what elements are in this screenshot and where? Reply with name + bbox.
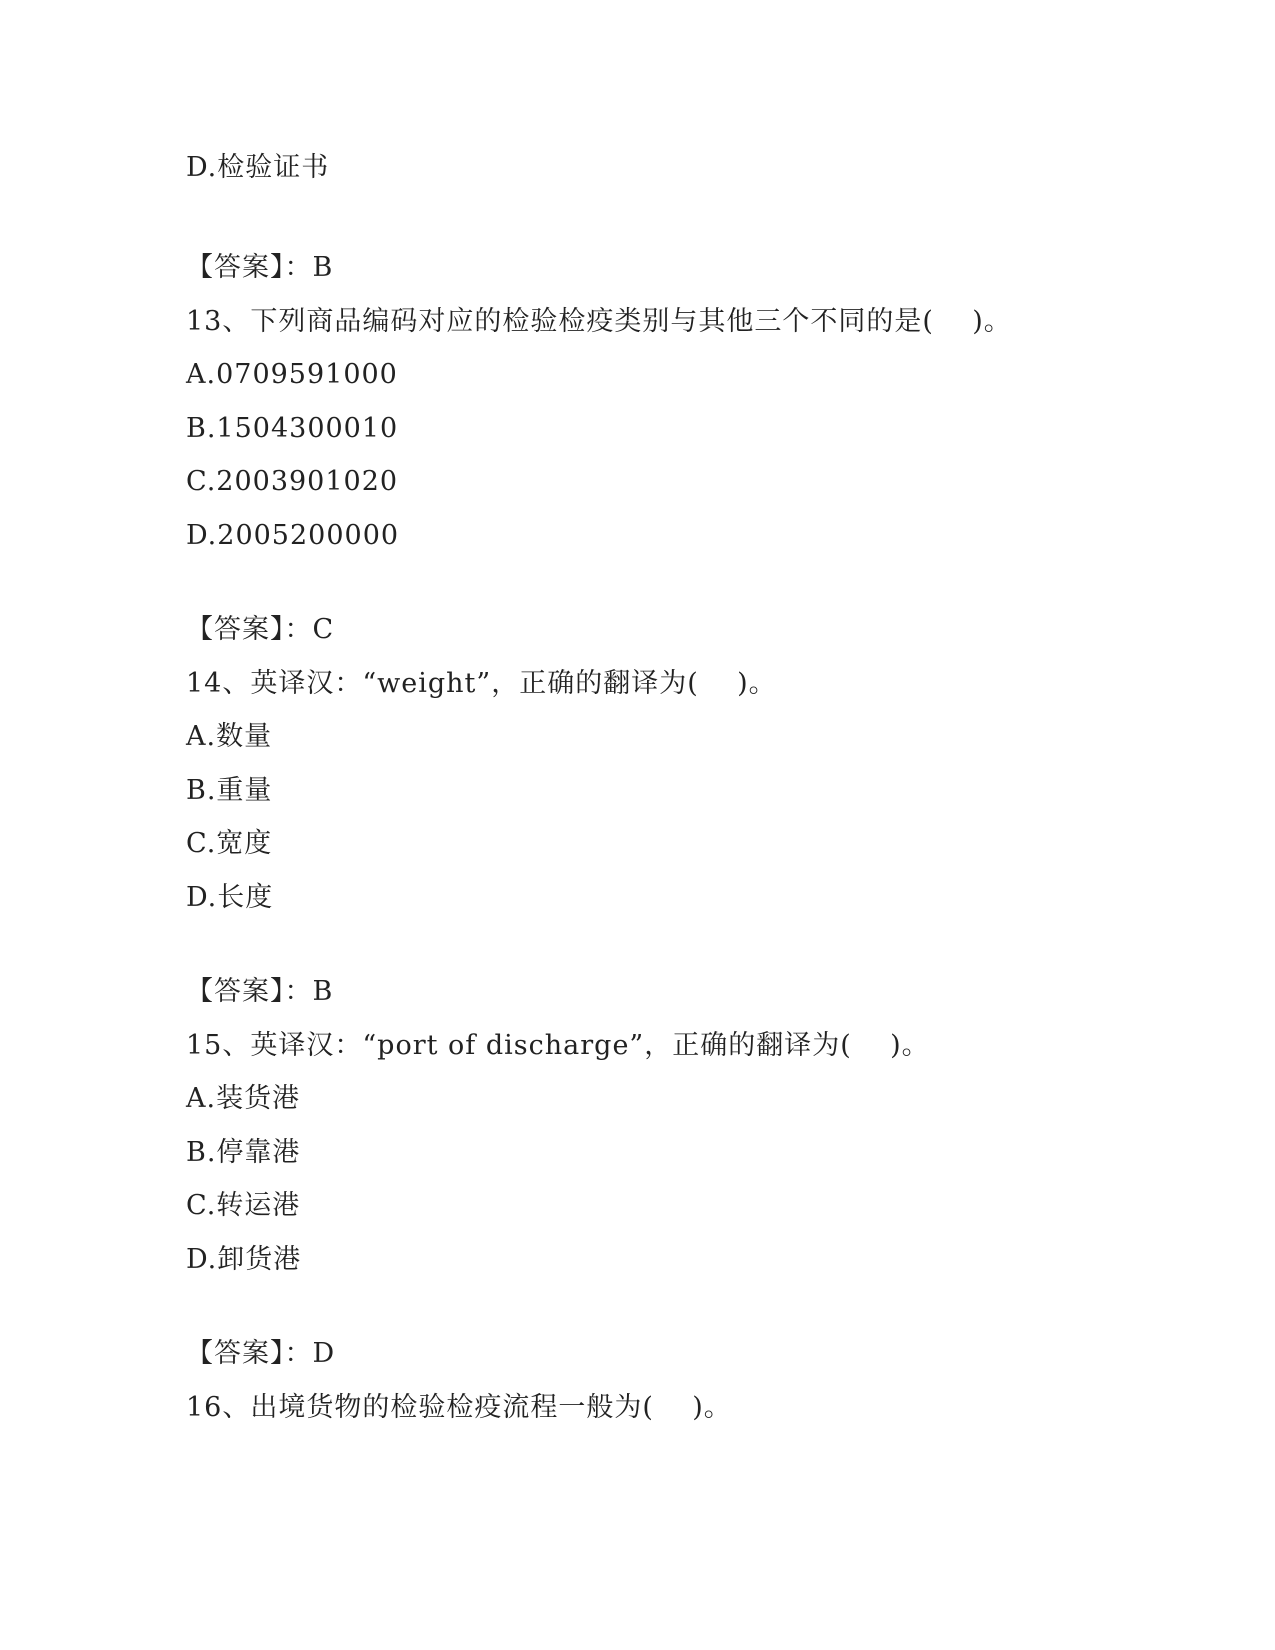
- question-15-answer: 【答案】：D: [186, 1338, 336, 1369]
- question-13-answer: 【答案】：C: [186, 614, 335, 645]
- question-14-answer: 【答案】：B: [186, 976, 334, 1007]
- question-13-stem: 13、下列商品编码对应的检验检疫类别与其他三个不同的是( )。: [186, 306, 1012, 337]
- question-14-option-d: D.长度: [186, 882, 274, 913]
- question-15-option-c: C.转运港: [186, 1190, 301, 1221]
- question-15-option-a: A.装货港: [186, 1083, 301, 1114]
- question-13-option-b: B.1504300010: [186, 413, 399, 444]
- question-15-option-b: B.停靠港: [186, 1137, 301, 1168]
- option-d-previous: D.检验证书: [186, 152, 330, 183]
- question-15-option-d: D.卸货港: [186, 1244, 302, 1275]
- answer-previous: 【答案】：B: [186, 252, 334, 283]
- question-14-option-c: C.宽度: [186, 828, 273, 859]
- question-13-option-d: D.2005200000: [186, 520, 400, 551]
- question-16-stem: 16、出境货物的检验检疫流程一般为( )。: [186, 1392, 732, 1423]
- question-14-stem: 14、英译汉：“weight”，正确的翻译为( )。: [186, 668, 777, 699]
- question-13-option-c: C.2003901020: [186, 466, 399, 497]
- question-14-option-b: B.重量: [186, 775, 273, 806]
- question-14-option-a: A.数量: [186, 721, 273, 752]
- question-15-stem: 15、英译汉：“port of discharge”，正确的翻译为( )。: [186, 1030, 930, 1061]
- question-13-option-a: A.0709591000: [186, 359, 398, 390]
